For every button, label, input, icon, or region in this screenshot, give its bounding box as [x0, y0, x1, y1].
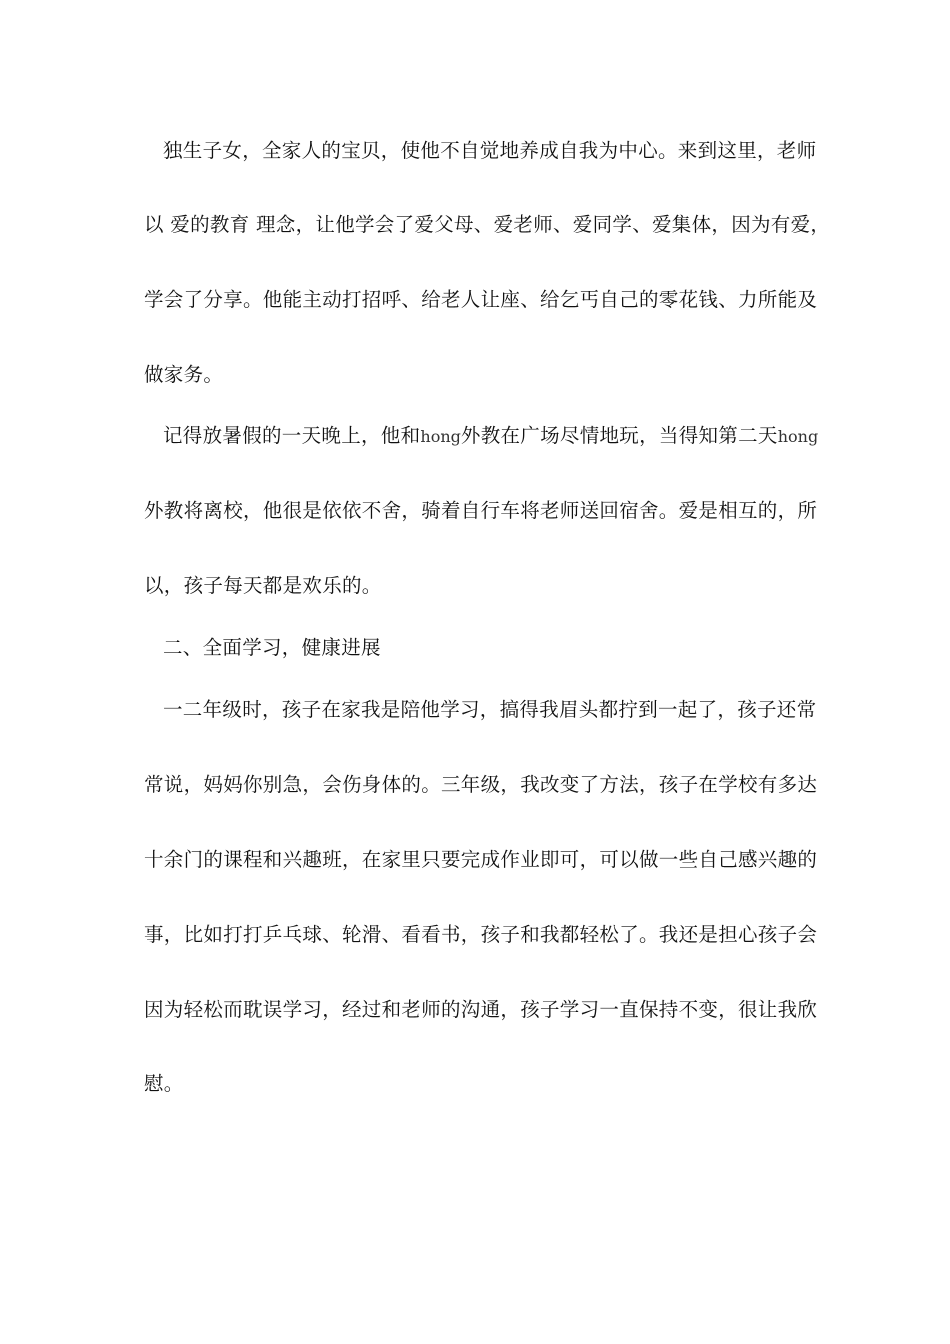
paragraph-1-line-1: 独生子女，全家人的宝贝，使他不自觉地养成自我为中心。来到这里，老师 — [163, 139, 817, 162]
paragraph-1-line-3: 学会了分享。他能主动打招呼、给老人让座、给乞丐自己的零花钱、力所能及 — [144, 288, 818, 311]
paragraph-4-line-4: 事，比如打打乒乓球、轮滑、看看书，孩子和我都轻松了。我还是担心孩子会 — [144, 923, 818, 946]
paragraph-4-line-5: 因为轻松而耽误学习，经过和老师的沟通，孩子学习一直保持不变，很让我欣 — [144, 998, 818, 1021]
paragraph-1-line-2: 以 爱的教育 理念，让他学会了爱父母、爱老师、爱同学、爱集体，因为有爱， — [144, 213, 831, 236]
paragraph-2-latin-a: hong — [420, 427, 461, 446]
paragraph-1-line-4: 做家务。 — [144, 363, 224, 386]
paragraph-2-text-a: 记得放暑假的一天晚上，他和 — [163, 424, 421, 447]
paragraph-4-line-2: 常说，妈妈你别急，会伤身体的。三年级，我改变了方法，孩子在学校有多达 — [144, 773, 818, 796]
paragraph-2-text-c: 外教在广场尽情地玩，当得知第二天 — [460, 424, 778, 447]
paragraph-2-line-2: 外教将离校，他很是依依不舍，骑着自行车将老师送回宿舍。爱是相互的，所 — [144, 499, 818, 522]
paragraph-4-line-6: 慰。 — [144, 1072, 184, 1095]
paragraph-4-line-3: 十余门的课程和兴趣班，在家里只要完成作业即可，可以做一些自己感兴趣的 — [144, 848, 818, 871]
section-heading: 二、全面学习，健康进展 — [163, 636, 381, 659]
paragraph-2-line-3: 以，孩子每天都是欢乐的。 — [144, 574, 382, 597]
paragraph-4-line-1: 一二年级时，孩子在家我是陪他学习，搞得我眉头都拧到一起了，孩子还常 — [163, 698, 817, 721]
paragraph-2-latin-d: hong — [777, 427, 819, 446]
paragraph-2-line-1 — [163, 424, 818, 449]
